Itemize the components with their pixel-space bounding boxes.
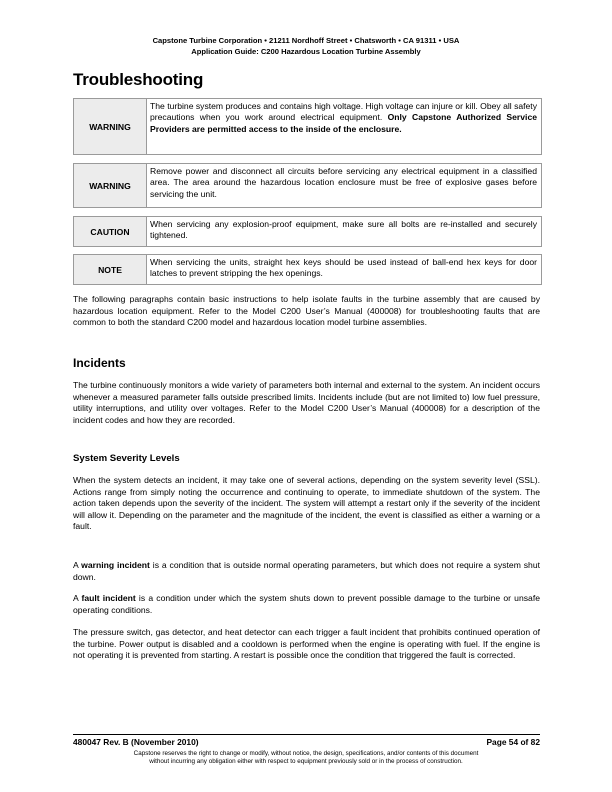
severity-paragraph: When the system detects an incident, it may take one of several actions, depending on the system severity level (SSL). Actions range from simply noting the occurrence and continuing to operate, to immediate shutdown of the system. The action taken depends upon the severity of the incident. The system will attempt a restart only if the severity of the incident will allow it. Depending on the parameter and the magnitude of the incident, the event is classified as either a warning or a fault. [73,475,540,531]
fault-incident-term: fault incident [81,593,136,603]
note-callout [73,254,542,285]
footer-divider [73,734,540,735]
caution-callout [73,216,542,247]
callout-label: WARNING [74,99,147,154]
callout-label: NOTE [74,255,147,284]
document-revision: 480047 Rev. B (November 2010) [73,737,199,747]
callout-label: CAUTION [74,217,147,246]
warning-callout-high-voltage [73,98,542,155]
callout-text: The turbine system produces and contains high voltage. High voltage can injure or kill. Obey all safety precautions when you work around electrical equipment. Only Capstone Authorized Service Providers are permitted access to the inside of the enclosure. [150,101,538,134]
warning-callout-disconnect [73,163,542,208]
callout-text: Remove power and disconnect all circuits before servicing any electrical equipment in a classified area. The area around the hazardous location enclosure must be free of explosive gases before servicing the unit. [150,166,537,199]
section-heading-incidents: Incidents [73,356,126,370]
callout-label: WARNING [74,164,147,207]
page-title: Troubleshooting [73,70,204,89]
callout-bold-text: Only Capstone Authorized Service Providers are permitted access to the inside of the enclosure. [150,112,538,134]
callout-text: When servicing the units, straight hex keys should be used instead of ball-end hex keys for door latches to prevent stripping the hex openings. [150,257,537,279]
warning-incident-term: warning incident [81,560,150,570]
header-guide-line: Application Guide: C200 Hazardous Location Turbine Assembly [191,46,421,56]
page-number: Page 54 of 82 [486,737,540,747]
footer-disclaimer: Capstone reserves the right to change or modify, without notice, the design, specifications, and/or contents of this document without incurring any obligation either with respect to equipment previously sold or in the process of construction. [133,750,479,766]
warning-incident-paragraph: A warning incident is a condition that is outside normal operating parameters, but which does not require a system shut down. [73,560,540,582]
page-header [0,36,612,57]
incidents-paragraph: The turbine continuously monitors a wide variety of parameters both internal and external to the system. An incident occurs whenever a measured parameter falls outside prescribed limits. Incidents include (but are not limited to) low fuel pressure, utility interruptions, and utility over voltages. Refer to the Model C200 User’s Manual (400008) for a description of the incident codes and how they are recorded. [73,380,540,425]
intro-paragraph: The following paragraphs contain basic instructions to help isolate faults in the turbine assembly that are caused by hazardous location equipment. Refer to the Model C200 User’s Manual (400008) for troubleshooting faults that are common to both the standard C200 model and hazardous location model turbine assemblies. [73,294,540,327]
callout-text: When servicing any explosion-proof equipment, make sure all bolts are re-installed and securely tightened. [150,219,537,241]
fault-trigger-paragraph: The pressure switch, gas detector, and heat detector can each trigger a fault incident that prohibits continued operation of the turbine. Power output is disabled and a cooldown is performed when the engine is operating with fuel. If the engine is not operating it is prevented from starting. A restart is possible once the condition that triggered the fault is corrected. [73,627,540,660]
subsection-heading-severity: System Severity Levels [73,453,180,464]
fault-incident-paragraph: A fault incident is a condition under which the system shuts down to prevent possible damage to the turbine or unsafe operating conditions. [73,593,540,615]
header-company-line: Capstone Turbine Corporation • 21211 Nordhoff Street • Chatsworth • CA 91311 • USA [152,36,460,45]
